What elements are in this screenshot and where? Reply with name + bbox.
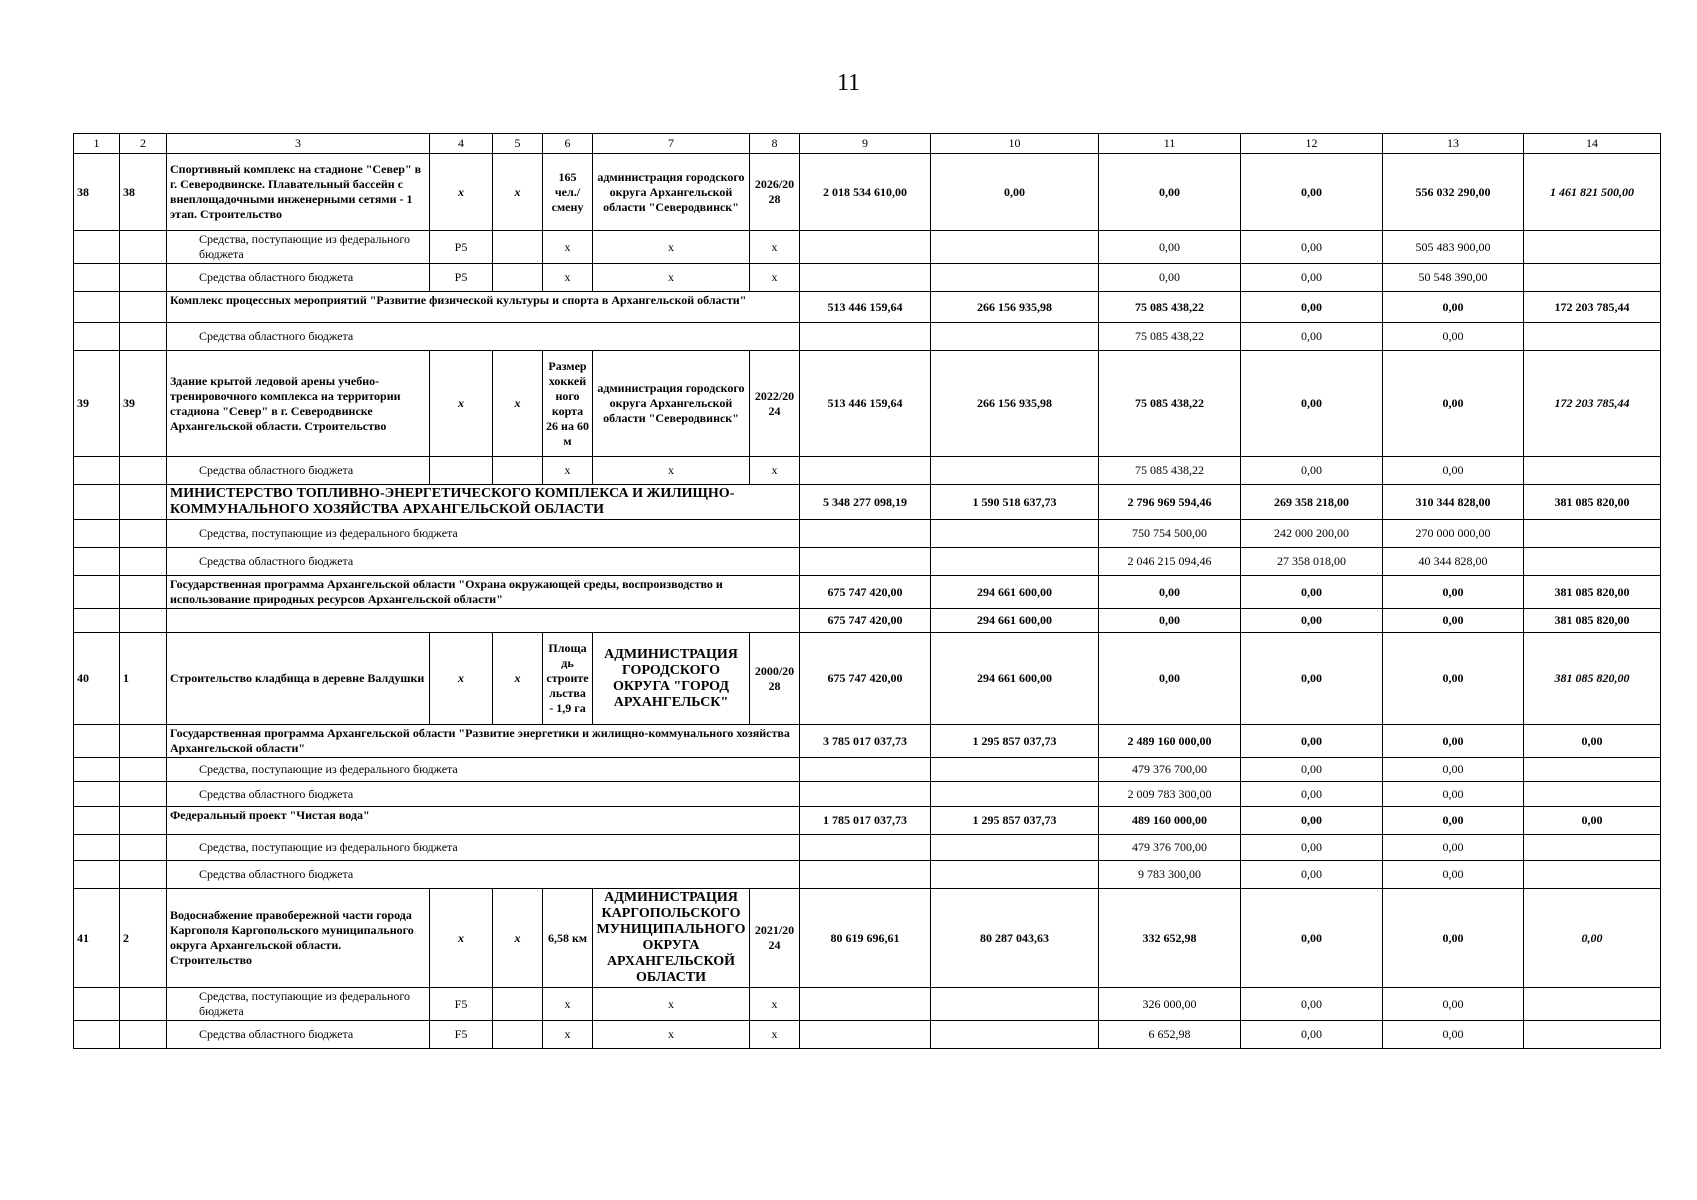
- amount-cell: 381 085 820,00: [1524, 485, 1661, 520]
- amount-cell: 0,00: [1241, 576, 1383, 609]
- amount-cell: 0,00: [1099, 609, 1241, 633]
- funding-source-label: Средства, поступающие из федерального бюджета: [167, 758, 800, 782]
- empty-cell: [120, 609, 167, 633]
- amount-cell: 0,00: [1241, 351, 1383, 457]
- capacity-cell: х: [543, 264, 593, 292]
- amount-cell: 0,00: [1383, 782, 1524, 807]
- amount-cell: 0,00: [1241, 1021, 1383, 1049]
- object-row: [74, 154, 1661, 231]
- amount-cell: 381 085 820,00: [1524, 609, 1661, 633]
- empty-cell: [74, 861, 120, 889]
- amount-cell: 0,00: [1241, 758, 1383, 782]
- empty-cell: [1524, 758, 1661, 782]
- empty-cell: [74, 988, 120, 1021]
- amount-cell: 266 156 935,98: [931, 351, 1099, 457]
- amount-cell: 0,00: [1383, 576, 1524, 609]
- code-cell: х: [430, 154, 493, 231]
- row-number-cell: 38: [74, 154, 120, 231]
- amount-cell: 0,00: [1241, 154, 1383, 231]
- empty-cell: [800, 548, 931, 576]
- customer-cell: АДМИНИСТРАЦИЯ КАРГОПОЛЬСКОГО МУНИЦИПАЛЬНОГО ОКРУГА АРХАНГЕЛЬСКОЙ ОБЛАСТИ: [593, 889, 750, 988]
- column-number-cell: 3: [167, 134, 430, 154]
- amount-cell: 675 747 420,00: [800, 633, 931, 725]
- column-number-cell: 9: [800, 134, 931, 154]
- capacity-cell: х: [543, 988, 593, 1021]
- empty-cell: [74, 231, 120, 264]
- empty-cell: [931, 457, 1099, 485]
- row-subnumber-cell: 2: [120, 889, 167, 988]
- funding-source-label: Средства, поступающие из федерального бюджета: [167, 988, 430, 1021]
- amount-cell: 1 295 857 037,73: [931, 807, 1099, 835]
- capacity-cell: Размер хоккейного корта 26 на 60 м: [543, 351, 593, 457]
- amount-cell: 0,00: [1241, 457, 1383, 485]
- empty-cell: [1524, 835, 1661, 861]
- amount-cell: 294 661 600,00: [931, 633, 1099, 725]
- column-number-row: [74, 134, 1661, 154]
- section-funding-row: [74, 758, 1661, 782]
- empty-cell: [74, 548, 120, 576]
- customer-cell: х: [593, 988, 750, 1021]
- object-row: [74, 633, 1661, 725]
- code2-cell: х: [493, 351, 543, 457]
- amount-cell: 3 785 017 037,73: [800, 725, 931, 758]
- amount-cell: 2 046 215 094,46: [1099, 548, 1241, 576]
- column-number-cell: 13: [1383, 134, 1524, 154]
- amount-cell: 0,00: [1241, 782, 1383, 807]
- amount-cell: 556 032 290,00: [1383, 154, 1524, 231]
- row-subnumber-cell: 1: [120, 633, 167, 725]
- empty-cell: [931, 1021, 1099, 1049]
- section-total-row: [74, 609, 1661, 633]
- object-row: [74, 889, 1661, 988]
- section-title-cell: Государственная программа Архангельской области "Охрана окружающей среды, воспроизводство и использование природных ресурсов Архангельской области": [167, 576, 800, 609]
- amount-cell: 381 085 820,00: [1524, 633, 1661, 725]
- amount-cell: 489 160 000,00: [1099, 807, 1241, 835]
- empty-cell: [120, 292, 167, 323]
- amount-cell: 2 489 160 000,00: [1099, 725, 1241, 758]
- empty-cell: [931, 264, 1099, 292]
- funding-source-label: Средства областного бюджета: [167, 782, 800, 807]
- capacity-cell: х: [543, 457, 593, 485]
- amount-cell: 513 446 159,64: [800, 292, 931, 323]
- empty-cell: [74, 725, 120, 758]
- empty-cell: [120, 782, 167, 807]
- empty-cell: [800, 231, 931, 264]
- amount-cell: 40 344 828,00: [1383, 548, 1524, 576]
- amount-cell: 0,00: [931, 154, 1099, 231]
- amount-cell: 0,00: [1383, 323, 1524, 351]
- empty-cell: [493, 988, 543, 1021]
- amount-cell: 0,00: [1241, 889, 1383, 988]
- period-cell: х: [750, 264, 800, 292]
- amount-cell: 75 085 438,22: [1099, 351, 1241, 457]
- customer-cell: администрация городского округа Архангельской области "Северодвинск": [593, 351, 750, 457]
- empty-cell: [74, 264, 120, 292]
- amount-cell: 0,00: [1099, 154, 1241, 231]
- empty-cell: [74, 1021, 120, 1049]
- amount-cell: 326 000,00: [1099, 988, 1241, 1021]
- column-number-cell: 8: [750, 134, 800, 154]
- amount-cell: 0,00: [1383, 889, 1524, 988]
- amount-cell: 0,00: [1383, 351, 1524, 457]
- object-name-cell: Строительство кладбища в деревне Валдушки: [167, 633, 430, 725]
- empty-cell: [120, 485, 167, 520]
- empty-cell: [800, 758, 931, 782]
- amount-cell: 0,00: [1524, 725, 1661, 758]
- amount-cell: 80 287 043,63: [931, 889, 1099, 988]
- capacity-cell: 165 чел./смену: [543, 154, 593, 231]
- empty-cell: [120, 758, 167, 782]
- section-funding-row: [74, 835, 1661, 861]
- row-subnumber-cell: 38: [120, 154, 167, 231]
- amount-cell: 269 358 218,00: [1241, 485, 1383, 520]
- capacity-cell: х: [543, 1021, 593, 1049]
- amount-cell: 2 796 969 594,46: [1099, 485, 1241, 520]
- amount-cell: 0,00: [1241, 292, 1383, 323]
- empty-cell: [74, 807, 120, 835]
- code-cell: F5: [430, 1021, 493, 1049]
- amount-cell: 0,00: [1241, 323, 1383, 351]
- capacity-cell: 6,58 км: [543, 889, 593, 988]
- empty-cell: [120, 988, 167, 1021]
- amount-cell: 0,00: [1241, 725, 1383, 758]
- amount-cell: 0,00: [1383, 861, 1524, 889]
- empty-cell: [800, 988, 931, 1021]
- period-cell: х: [750, 231, 800, 264]
- code2-cell: х: [493, 154, 543, 231]
- object-name-cell: Водоснабжение правобережной части города Каргополя Каргопольского муниципального округа Архангельской области. Строительство: [167, 889, 430, 988]
- empty-cell: [74, 782, 120, 807]
- period-cell: 2022/2024: [750, 351, 800, 457]
- empty-cell: [120, 835, 167, 861]
- amount-cell: 0,00: [1383, 758, 1524, 782]
- empty-cell: [74, 576, 120, 609]
- amount-cell: 0,00: [1241, 264, 1383, 292]
- row-number-cell: 39: [74, 351, 120, 457]
- amount-cell: 750 754 500,00: [1099, 520, 1241, 548]
- empty-cell: [931, 323, 1099, 351]
- empty-cell: [120, 861, 167, 889]
- amount-cell: 0,00: [1383, 835, 1524, 861]
- amount-cell: 75 085 438,22: [1099, 292, 1241, 323]
- funding-source-row: [74, 1021, 1661, 1049]
- code-cell: P5: [430, 264, 493, 292]
- empty-cell: [800, 323, 931, 351]
- empty-cell: [800, 782, 931, 807]
- period-cell: х: [750, 988, 800, 1021]
- column-number-cell: 6: [543, 134, 593, 154]
- customer-cell: х: [593, 231, 750, 264]
- amount-cell: 0,00: [1383, 633, 1524, 725]
- empty-cell: [800, 835, 931, 861]
- empty-cell: [74, 292, 120, 323]
- amount-cell: 332 652,98: [1099, 889, 1241, 988]
- funding-source-label: Средства, поступающие из федерального бюджета: [167, 835, 800, 861]
- section-funding-row: [74, 548, 1661, 576]
- section-funding-row: [74, 861, 1661, 889]
- amount-cell: 0,00: [1241, 807, 1383, 835]
- amount-cell: 0,00: [1241, 988, 1383, 1021]
- object-name-cell: Спортивный комплекс на стадионе "Север" в г. Северодвинске. Плавательный бассейн с внеплощадочными инженерными сетями - 1 этап. Строительство: [167, 154, 430, 231]
- amount-cell: 242 000 200,00: [1241, 520, 1383, 548]
- amount-cell: 2 009 783 300,00: [1099, 782, 1241, 807]
- amount-cell: 294 661 600,00: [931, 609, 1099, 633]
- amount-cell: 1 295 857 037,73: [931, 725, 1099, 758]
- amount-cell: 0,00: [1241, 861, 1383, 889]
- row-number-cell: 41: [74, 889, 120, 988]
- amount-cell: 9 783 300,00: [1099, 861, 1241, 889]
- amount-cell: 0,00: [1524, 807, 1661, 835]
- empty-cell: [931, 861, 1099, 889]
- amount-cell: 172 203 785,44: [1524, 351, 1661, 457]
- funding-source-label: Средства областного бюджета: [167, 861, 800, 889]
- section-title-cell: Государственная программа Архангельской области "Развитие энергетики и жилищно-коммунального хозяйства Архангельской области": [167, 725, 800, 758]
- empty-cell: [931, 758, 1099, 782]
- funding-source-label: Средства, поступающие из федерального бюджета: [167, 520, 800, 548]
- empty-cell: [800, 264, 931, 292]
- empty-cell: [74, 758, 120, 782]
- section-title-cell: Комплекс процессных мероприятий "Развитие физической культуры и спорта в Архангельской области": [167, 292, 800, 323]
- empty-cell: [1524, 264, 1661, 292]
- section-funding-row: [74, 520, 1661, 548]
- empty-cell: [74, 835, 120, 861]
- period-cell: 2026/2028: [750, 154, 800, 231]
- code-cell: х: [430, 889, 493, 988]
- code2-cell: х: [493, 889, 543, 988]
- section-title-cell: МИНИСТЕРСТВО ТОПЛИВНО-ЭНЕРГЕТИЧЕСКОГО КОМПЛЕКСА И ЖИЛИЩНО-КОММУНАЛЬНОГО ХОЗЯЙСТВА АРХАНГЕЛЬСКОЙ ОБЛАСТИ: [167, 485, 800, 520]
- empty-cell: [931, 231, 1099, 264]
- section-title-cell: [167, 609, 800, 633]
- empty-cell: [493, 1021, 543, 1049]
- amount-cell: 479 376 700,00: [1099, 758, 1241, 782]
- amount-cell: 75 085 438,22: [1099, 457, 1241, 485]
- empty-cell: [493, 264, 543, 292]
- amount-cell: 0,00: [1099, 576, 1241, 609]
- column-number-cell: 11: [1099, 134, 1241, 154]
- empty-cell: [493, 231, 543, 264]
- capacity-cell: Площадь строительства - 1,9 га: [543, 633, 593, 725]
- column-number-cell: 7: [593, 134, 750, 154]
- table-body: [74, 134, 1661, 1049]
- empty-cell: [931, 988, 1099, 1021]
- empty-cell: [120, 457, 167, 485]
- column-number-cell: 1: [74, 134, 120, 154]
- empty-cell: [1524, 548, 1661, 576]
- amount-cell: 505 483 900,00: [1383, 231, 1524, 264]
- period-cell: 2000/2028: [750, 633, 800, 725]
- amount-cell: 5 348 277 098,19: [800, 485, 931, 520]
- funding-source-row: [74, 264, 1661, 292]
- empty-cell: [1524, 520, 1661, 548]
- funding-source-label: Средства областного бюджета: [167, 264, 430, 292]
- empty-cell: [74, 457, 120, 485]
- column-number-cell: 4: [430, 134, 493, 154]
- amount-cell: 0,00: [1241, 231, 1383, 264]
- empty-cell: [1524, 782, 1661, 807]
- amount-cell: 1 461 821 500,00: [1524, 154, 1661, 231]
- object-row: [74, 351, 1661, 457]
- empty-cell: [800, 1021, 931, 1049]
- amount-cell: 27 358 018,00: [1241, 548, 1383, 576]
- empty-cell: [931, 835, 1099, 861]
- empty-cell: [120, 520, 167, 548]
- amount-cell: 381 085 820,00: [1524, 576, 1661, 609]
- empty-cell: [1524, 457, 1661, 485]
- empty-cell: [1524, 323, 1661, 351]
- empty-cell: [74, 323, 120, 351]
- amount-cell: 479 376 700,00: [1099, 835, 1241, 861]
- empty-cell: [120, 576, 167, 609]
- period-cell: х: [750, 457, 800, 485]
- funding-source-row: [74, 457, 1661, 485]
- empty-cell: [74, 609, 120, 633]
- empty-cell: [120, 807, 167, 835]
- amount-cell: 0,00: [1383, 988, 1524, 1021]
- funding-source-label: Средства областного бюджета: [167, 548, 800, 576]
- amount-cell: 0,00: [1099, 264, 1241, 292]
- code2-cell: х: [493, 633, 543, 725]
- funding-source-row: [74, 231, 1661, 264]
- funding-source-label: Средства областного бюджета: [167, 1021, 430, 1049]
- customer-cell: АДМИНИСТРАЦИЯ ГОРОДСКОГО ОКРУГА "ГОРОД АРХАНГЕЛЬСК": [593, 633, 750, 725]
- empty-cell: [120, 323, 167, 351]
- amount-cell: 294 661 600,00: [931, 576, 1099, 609]
- amount-cell: 310 344 828,00: [1383, 485, 1524, 520]
- code-cell: х: [430, 633, 493, 725]
- section-total-row: [74, 485, 1661, 520]
- code-cell: P5: [430, 231, 493, 264]
- amount-cell: 266 156 935,98: [931, 292, 1099, 323]
- empty-cell: [1524, 988, 1661, 1021]
- amount-cell: 0,00: [1383, 807, 1524, 835]
- code-cell: [430, 457, 493, 485]
- amount-cell: 6 652,98: [1099, 1021, 1241, 1049]
- column-number-cell: 10: [931, 134, 1099, 154]
- section-total-row: [74, 725, 1661, 758]
- empty-cell: [931, 548, 1099, 576]
- page-number: 11: [836, 70, 861, 96]
- amount-cell: 270 000 000,00: [1383, 520, 1524, 548]
- amount-cell: 0,00: [1099, 231, 1241, 264]
- column-number-cell: 2: [120, 134, 167, 154]
- column-number-cell: 14: [1524, 134, 1661, 154]
- empty-cell: [120, 548, 167, 576]
- column-number-cell: 12: [1241, 134, 1383, 154]
- amount-cell: 172 203 785,44: [1524, 292, 1661, 323]
- amount-cell: 75 085 438,22: [1099, 323, 1241, 351]
- row-subnumber-cell: 39: [120, 351, 167, 457]
- capacity-cell: х: [543, 231, 593, 264]
- customer-cell: х: [593, 264, 750, 292]
- row-number-cell: 40: [74, 633, 120, 725]
- customer-cell: х: [593, 1021, 750, 1049]
- empty-cell: [800, 520, 931, 548]
- empty-cell: [120, 264, 167, 292]
- amount-cell: 1 785 017 037,73: [800, 807, 931, 835]
- funding-source-label: Средства, поступающие из федерального бюджета: [167, 231, 430, 264]
- empty-cell: [74, 520, 120, 548]
- amount-cell: 0,00: [1241, 633, 1383, 725]
- column-number-cell: 5: [493, 134, 543, 154]
- empty-cell: [1524, 1021, 1661, 1049]
- empty-cell: [120, 231, 167, 264]
- amount-cell: 0,00: [1383, 725, 1524, 758]
- empty-cell: [800, 861, 931, 889]
- amount-cell: 0,00: [1099, 633, 1241, 725]
- amount-cell: 80 619 696,61: [800, 889, 931, 988]
- funding-source-label: Средства областного бюджета: [167, 323, 800, 351]
- budget-table: [73, 133, 1661, 1049]
- empty-cell: [1524, 231, 1661, 264]
- section-total-row: [74, 807, 1661, 835]
- section-funding-row: [74, 323, 1661, 351]
- empty-cell: [931, 782, 1099, 807]
- empty-cell: [1524, 861, 1661, 889]
- funding-source-label: Средства областного бюджета: [167, 457, 430, 485]
- section-title-cell: Федеральный проект "Чистая вода": [167, 807, 800, 835]
- section-total-row: [74, 292, 1661, 323]
- empty-cell: [800, 457, 931, 485]
- amount-cell: 2 018 534 610,00: [800, 154, 931, 231]
- empty-cell: [120, 725, 167, 758]
- code-cell: F5: [430, 988, 493, 1021]
- amount-cell: 0,00: [1383, 609, 1524, 633]
- empty-cell: [120, 1021, 167, 1049]
- empty-cell: [931, 520, 1099, 548]
- amount-cell: 0,00: [1241, 835, 1383, 861]
- code-cell: х: [430, 351, 493, 457]
- section-total-row: [74, 576, 1661, 609]
- amount-cell: 0,00: [1241, 609, 1383, 633]
- amount-cell: 1 590 518 637,73: [931, 485, 1099, 520]
- amount-cell: 0,00: [1383, 1021, 1524, 1049]
- amount-cell: 0,00: [1383, 457, 1524, 485]
- amount-cell: 0,00: [1524, 889, 1661, 988]
- section-funding-row: [74, 782, 1661, 807]
- amount-cell: 513 446 159,64: [800, 351, 931, 457]
- customer-cell: х: [593, 457, 750, 485]
- customer-cell: администрация городского округа Архангельской области "Северодвинск": [593, 154, 750, 231]
- object-name-cell: Здание крытой ледовой арены учебно-тренировочного комплекса на территории стадиона "Север" в г. Северодвинске Архангельской области. Строительство: [167, 351, 430, 457]
- amount-cell: 675 747 420,00: [800, 609, 931, 633]
- period-cell: х: [750, 1021, 800, 1049]
- amount-cell: 675 747 420,00: [800, 576, 931, 609]
- funding-source-row: [74, 988, 1661, 1021]
- empty-cell: [493, 457, 543, 485]
- amount-cell: 0,00: [1383, 292, 1524, 323]
- amount-cell: 50 548 390,00: [1383, 264, 1524, 292]
- period-cell: 2021/2024: [750, 889, 800, 988]
- empty-cell: [74, 485, 120, 520]
